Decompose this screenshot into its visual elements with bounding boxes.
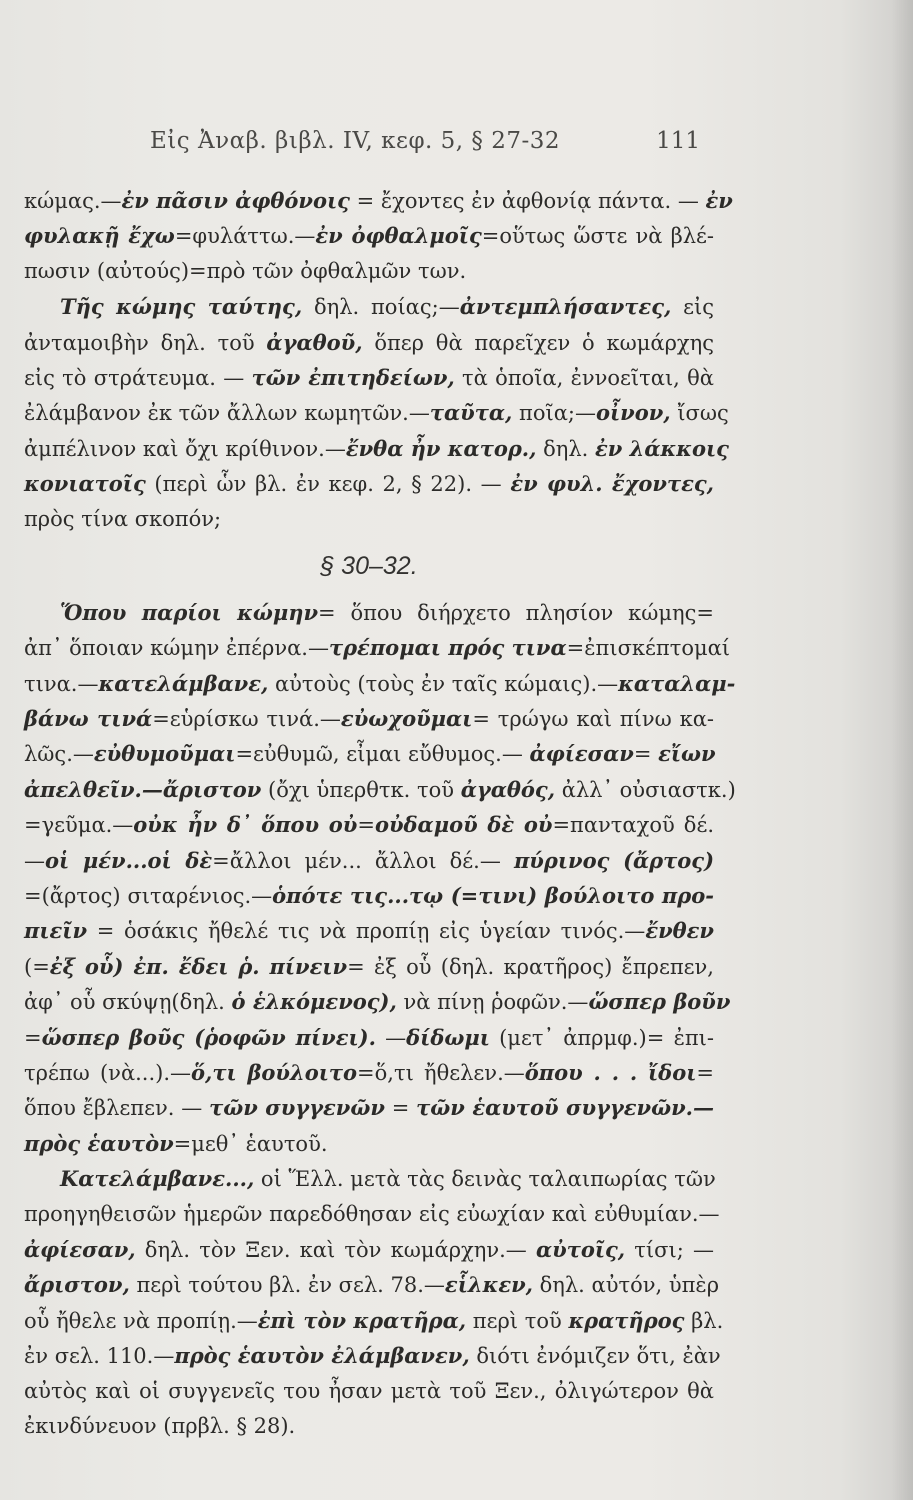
lemma-text: ἐν ὀφθαλμοῖς <box>315 223 482 249</box>
gloss-text: =φυλάττω.— <box>174 224 316 249</box>
gloss-text: πωσιν (αὐτούς)=πρὸ τῶν ὀφθαλμῶν των. <box>24 258 467 283</box>
commentary-text <box>24 183 736 1444</box>
gloss-text: τρέπω (νὰ...).— <box>24 1060 192 1085</box>
text-line <box>24 701 714 736</box>
text-line <box>24 736 714 771</box>
gloss-text: ἀπ᾽ ὅποιαν κώμην ἐπέρνα.— <box>24 636 329 661</box>
gloss-text: =(ἄρτος) σιταρένιος.— <box>24 884 273 909</box>
gloss-text: (= <box>24 954 50 979</box>
gloss-text: δηλ. τὸν Ξεν. καὶ τὸν κωμάρχην.— <box>135 1237 536 1262</box>
gloss-text: δηλ. ποίας;— <box>302 295 460 320</box>
gloss-text: ἀλλ᾽ οὐσιαστκ.) <box>555 777 736 802</box>
text-line <box>24 254 714 289</box>
gloss-text: ἐκινδύνευον (πρβλ. § 28). <box>24 1413 296 1438</box>
gloss-text: προηγηθεισῶν ἡμερῶν παρεδόθησαν εἰς εὐωχίαν καὶ εὐθυμίαν.— <box>24 1201 720 1226</box>
lemma-text: ἐπὶ τὸν κρατῆρα, <box>257 1307 467 1333</box>
running-head: Εἰς Ἀναβ. βιβλ. IV, κεφ. 5, § 27-32 <box>150 128 561 154</box>
text-line <box>24 1267 720 1302</box>
lemma-text: οἱ μέν...οἱ δὲ <box>45 847 213 873</box>
lemma-text: ὅπου . . . ἴδοι <box>524 1059 697 1085</box>
lemma-text: ἐν πᾶσιν ἀφθόνοις <box>121 188 350 213</box>
lemma-text: οἶνον, <box>595 400 671 426</box>
lemma-text: ἔνθα ἦν κατορ., <box>345 435 537 461</box>
lemma-text: ὥσπερ βοῦν <box>588 989 731 1015</box>
lemma-text: οὐδαμοῦ δὲ οὐ <box>374 812 553 838</box>
gloss-text: =ὅ,τι ἤθελεν.— <box>357 1060 525 1085</box>
text-line <box>24 325 714 360</box>
gloss-text: = ὁσάκις ἤθελέ τις νὰ προπίῃ εἰς ὑγείαν τινός.— <box>87 919 646 944</box>
lemma-text: βάνω τινά <box>24 706 153 732</box>
gloss-text: εἰς <box>671 295 714 320</box>
lemma-text: ὥσπερ βοῦς (ῥοφῶν πίνει). <box>41 1024 376 1050</box>
lemma-text: δίδωμι <box>406 1024 490 1050</box>
text-line <box>24 395 729 430</box>
text-line <box>24 1409 714 1444</box>
page-header <box>150 128 710 162</box>
text-line <box>24 843 714 878</box>
gloss-text: =πανταχοῦ δέ. <box>552 813 715 838</box>
gloss-text: ἐν σελ. 110.— <box>24 1344 175 1369</box>
text-line <box>24 1055 714 1090</box>
gloss-text: νὰ πίνῃ ῥοφῶν.— <box>396 990 589 1015</box>
gloss-text: = ὅπου διήρχετο πλησίον κώμης= <box>318 600 714 625</box>
lemma-text: Ὅπου παρίοι κώμην <box>60 599 319 625</box>
commentary-part-2 <box>24 595 736 1444</box>
gloss-text: ὅπερ θὰ παρεῖχεν ὁ κωμάρχης <box>362 330 714 355</box>
lemma-text: Τῆς κώμης ταύτης, <box>60 294 303 320</box>
lemma-text: ἐξ οὗ) ἐπ. ἔδει ῥ. πίνειν <box>49 953 348 979</box>
gloss-text: ἐλάμβανον ἐκ τῶν ἄλλων κωμητῶν.— <box>24 401 430 426</box>
text-line <box>24 431 729 466</box>
text-line <box>24 630 731 665</box>
gloss-text: =εὐθυμῶ, εἶμαι εὔθυμος.— <box>235 742 530 767</box>
lemma-text: ὅ,τι βούλοιτο <box>191 1059 358 1085</box>
lemma-text: τῶν ἑαυτοῦ συγγενῶν.— <box>416 1095 714 1121</box>
lemma-text: ὁ ἑλκόμενος), <box>231 989 397 1015</box>
text-line <box>24 289 714 324</box>
text-line <box>24 360 714 395</box>
commentary-part-1 <box>24 183 733 537</box>
lemma-text: τῶν ἐπιτηδείων, <box>251 364 455 390</box>
page-edge-shadow <box>891 0 913 1500</box>
gloss-text: = τρώγω καὶ πίνω κα- <box>472 707 714 732</box>
text-line <box>24 913 714 948</box>
gloss-text: ἀνταμοιβὴν δηλ. τοῦ <box>24 330 267 355</box>
lemma-text: ἀπελθεῖν.—ἄριστον <box>24 776 262 802</box>
gloss-text: τὰ ὁποῖα, ἐννοεῖται, θὰ <box>454 365 714 390</box>
gloss-text: = <box>384 1096 417 1121</box>
page-number: 111 <box>656 128 700 154</box>
gloss-text: = ἐξ οὗ (δηλ. κρατῆρος) ἔπρεπεν, <box>347 954 714 979</box>
lemma-text: ἔνθεν <box>645 918 714 944</box>
gloss-text: τινα.— <box>24 671 99 696</box>
gloss-text: =γεῦμα.— <box>24 813 134 838</box>
lemma-text: τῶν συγγενῶν <box>209 1095 385 1121</box>
section-heading: § 30–32. <box>320 551 418 580</box>
lemma-text: Κατελάμβανε..., <box>60 1166 255 1192</box>
text-line <box>24 666 736 701</box>
gloss-text: =μεθ᾽ ἑαυτοῦ. <box>173 1131 328 1156</box>
text-line <box>24 1090 714 1125</box>
text-line <box>24 183 733 218</box>
gloss-text: οὗ ἤθελε νὰ προπίῃ.— <box>24 1308 258 1333</box>
lemma-text: καταλαμ- <box>618 670 736 696</box>
gloss-text: ἀφ᾽ οὗ σκύψῃ(δηλ. <box>24 990 232 1015</box>
gloss-text: εἰς τὸ στράτευμα. — <box>24 365 252 390</box>
lemma-text: ἀγαθοῦ, <box>266 329 363 355</box>
text-line <box>24 1232 714 1267</box>
lemma-text: ἐν φυλ. ἔχοντες, <box>510 471 714 497</box>
lemma-text: εὐθυμοῦμαι <box>93 741 236 767</box>
text-line <box>24 878 714 913</box>
text-line <box>24 502 714 537</box>
gloss-text: ἀμπέλινον καὶ ὄχι κρίθινον.— <box>24 436 346 461</box>
gloss-text: = <box>24 1025 42 1050</box>
gloss-text: κώμας.— <box>24 189 122 213</box>
text-line <box>24 1374 714 1409</box>
lemma-text: κονιατοῖς <box>24 471 146 497</box>
lemma-text: ὁπότε τις...τῳ (=τινι) βούλοιτο προ- <box>272 883 714 909</box>
lemma-text: εἷλκεν, <box>444 1272 533 1298</box>
gloss-text: δηλ. αὐτόν, ὑπὲρ <box>532 1273 720 1298</box>
lemma-text: πρὸς ἑαυτὸν <box>24 1130 174 1156</box>
text-line <box>24 949 714 984</box>
gloss-text: =ἄλλοι μέν... ἄλλοι δέ.— <box>212 848 514 873</box>
lemma-text: ταῦτα, <box>429 400 513 426</box>
gloss-text: δηλ. <box>536 436 595 461</box>
gloss-text: =εὑρίσκω τινά.— <box>152 707 341 732</box>
lemma-text: πύρινος (ἄρτος) <box>513 847 715 873</box>
text-line <box>24 1197 720 1232</box>
lemma-text: ἐν <box>705 188 733 213</box>
text-line <box>24 1126 714 1161</box>
lemma-text: ἀφίεσαν <box>529 741 634 767</box>
gloss-text: βλ. <box>684 1308 724 1333</box>
lemma-text: εἴων <box>658 741 716 767</box>
gloss-text: πρὸς τίνα σκοπόν; <box>24 506 222 531</box>
text-line <box>24 807 714 842</box>
gloss-text: (ὄχι ὑπερθτκ. τοῦ <box>261 777 461 802</box>
lemma-text: τρέπομαι πρός τινα <box>328 635 567 661</box>
gloss-text: αὐτοὺς (τοὺς ἐν ταῖς κώμαις).— <box>268 671 619 696</box>
gloss-text: οἱ Ἕλλ. μετὰ τὰς δεινὰς ταλαιπωρίας τῶν <box>254 1167 716 1192</box>
lemma-text: ἄριστον, <box>24 1272 130 1298</box>
lemma-text: κατελάμβανε, <box>98 670 269 696</box>
text-line <box>24 1020 714 1055</box>
gloss-text: ὅπου ἔβλεπεν. — <box>24 1096 210 1121</box>
gloss-text: ποῖα;— <box>512 401 596 426</box>
gloss-text: λῶς.— <box>24 742 94 767</box>
lemma-text: οὐκ ἦν δ᾽ ὅπου οὐ <box>133 812 358 838</box>
lemma-text: ἐν λάκκοις <box>595 435 729 461</box>
gloss-text: περὶ τοῦ <box>466 1308 569 1333</box>
gloss-text: = ἔχοντες ἐν ἀφθονίᾳ πάντα. — <box>349 189 706 213</box>
lemma-text: κρατῆρος <box>568 1307 685 1333</box>
gloss-text: περὶ τούτου βλ. ἐν σελ. 78.— <box>129 1273 445 1298</box>
gloss-text: = <box>357 813 375 838</box>
lemma-text: ἀντεμπλήσαντες, <box>459 294 672 320</box>
gloss-text: =ἐπισκέπτομαί <box>566 636 731 661</box>
gloss-text: = <box>633 742 659 767</box>
text-line <box>24 218 714 253</box>
lemma-text: ἀγαθός, <box>460 776 556 802</box>
gloss-text: — <box>24 848 45 873</box>
gloss-text: — <box>375 1025 407 1050</box>
text-line <box>24 466 714 501</box>
text-line <box>24 595 714 630</box>
gloss-text: =οὕτως ὥστε νὰ βλέ- <box>481 224 714 249</box>
lemma-text: πιεῖν <box>24 918 88 944</box>
lemma-text: φυλακῇ ἔχω <box>24 223 175 249</box>
gloss-text: τίσι; — <box>625 1237 714 1262</box>
text-line <box>24 1161 714 1196</box>
lemma-text: εὐωχοῦμαι <box>340 706 473 732</box>
lemma-text: ἀφίεσαν, <box>24 1236 136 1262</box>
text-line <box>24 1303 724 1338</box>
gloss-text: (περὶ ὧν βλ. ἐν κεφ. 2, § 22). — <box>145 472 511 497</box>
lemma-text: πρὸς ἑαυτὸν ἐλάμβανεν, <box>174 1343 470 1369</box>
gloss-text: ἴσως <box>670 401 729 426</box>
gloss-text: διότι ἐνόμιζεν ὅτι, ἐὰν <box>469 1344 721 1369</box>
lemma-text: αὐτοῖς, <box>535 1236 626 1262</box>
text-line <box>24 1338 721 1373</box>
gloss-text: = <box>696 1060 714 1085</box>
text-line <box>24 984 731 1019</box>
gloss-text: αὐτὸς καὶ οἱ συγγενεῖς του ἦσαν μετὰ τοῦ Ξεν., ὀλιγώτερον θὰ <box>24 1378 714 1403</box>
text-line <box>24 772 736 807</box>
gloss-text: (μετ᾽ ἀπρμφ.)= ἐπι- <box>489 1025 714 1050</box>
